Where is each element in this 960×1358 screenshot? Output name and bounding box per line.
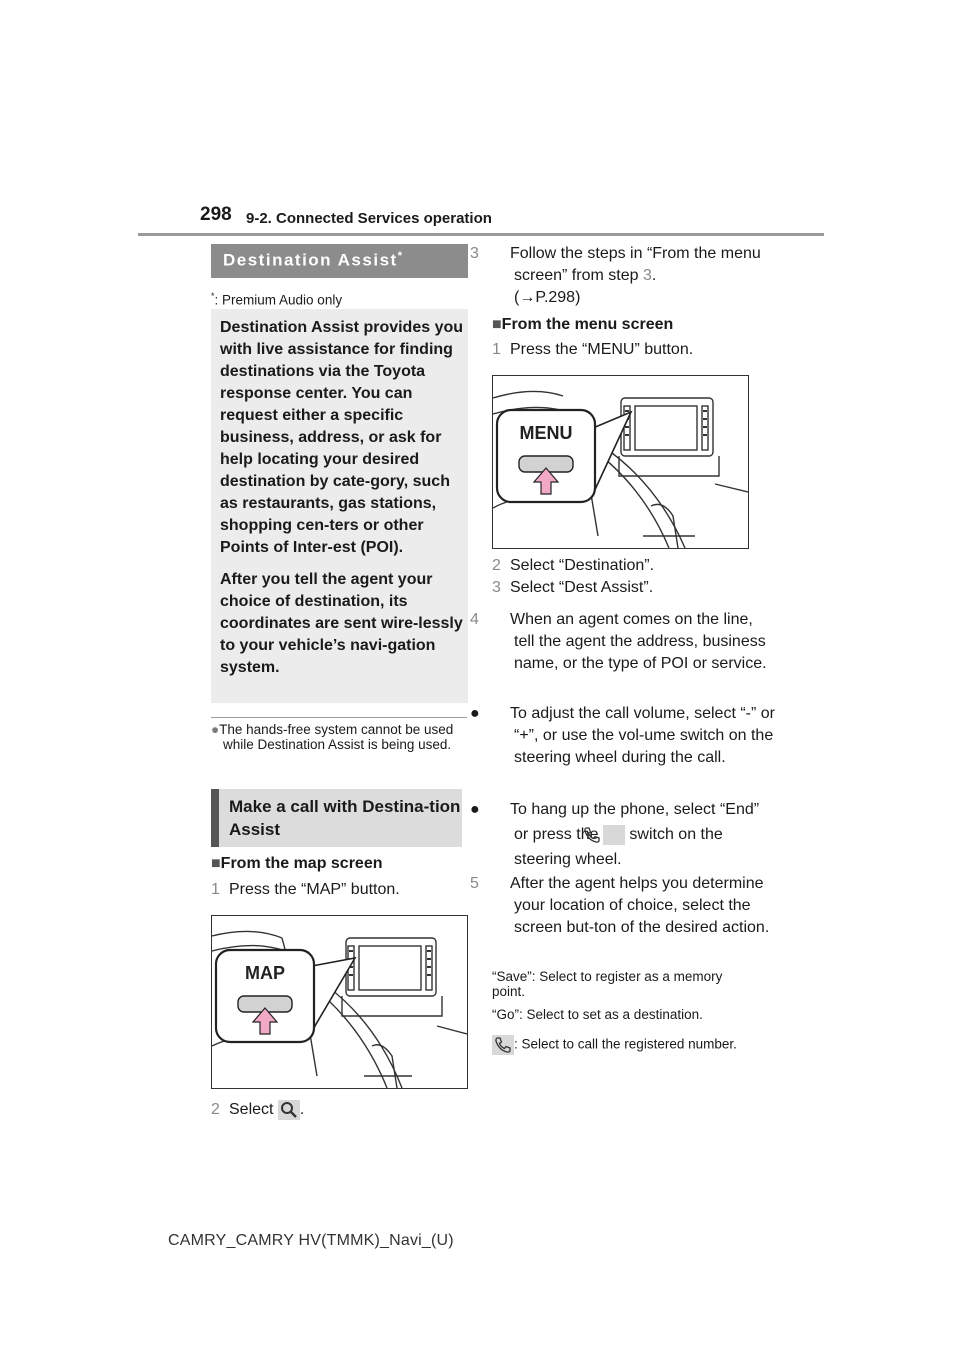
step-3-page-reference[interactable]: (→P.298) bbox=[514, 289, 581, 306]
map-dashboard-illustration bbox=[212, 916, 467, 1088]
step-text: Press the “MENU” button. bbox=[510, 341, 694, 358]
footnote bbox=[211, 291, 342, 308]
call-description bbox=[492, 1035, 754, 1055]
intro-paragraph-2: After you tell the agent your choice of destination, its coordinates are sent wire-lessly to your vehicle’s navi-gation system. bbox=[220, 571, 463, 676]
menu-heading bbox=[492, 316, 673, 334]
menu-button-figure bbox=[492, 375, 749, 549]
footnote-mark: * bbox=[211, 291, 215, 301]
step-3 bbox=[470, 243, 776, 287]
map-step-1 bbox=[211, 879, 400, 901]
step-number: 2 bbox=[492, 557, 501, 574]
header-rule bbox=[138, 233, 824, 236]
map-label: MAP bbox=[245, 963, 285, 983]
step-reference-number: 3 bbox=[642, 267, 652, 284]
bullet-text: To hang up the phone, select “End” or press the bbox=[510, 801, 760, 843]
map-button-figure bbox=[211, 915, 468, 1089]
step-text-end: . bbox=[651, 267, 657, 284]
step-number: 3 bbox=[492, 579, 501, 596]
map-heading-text: From the map screen bbox=[220, 855, 383, 872]
map-heading bbox=[211, 855, 383, 873]
menu-step-2 bbox=[492, 555, 654, 577]
phone-icon bbox=[603, 825, 625, 845]
phone-icon bbox=[492, 1035, 514, 1055]
bullet-text: To adjust the call volume, select “-” or “+”, or use the vol-ume switch on the steering wheel during the call. bbox=[510, 705, 775, 766]
step-number: 5 bbox=[470, 875, 479, 892]
step-number: 4 bbox=[470, 611, 479, 628]
footnote-text: : Premium Audio only bbox=[214, 292, 343, 308]
heading-square: ■ bbox=[211, 855, 221, 872]
step-text: Select “Destination”. bbox=[510, 557, 655, 574]
step-text: When an agent comes on the line, tell the agent the address, business name, or the type of POI or service. bbox=[510, 611, 767, 672]
menu-step-5 bbox=[470, 873, 776, 939]
menu-heading-text: From the menu screen bbox=[501, 316, 674, 333]
call-description-text: : Select to call the registered number. bbox=[514, 1036, 737, 1052]
go-description: “Go”: Select to set as a destination. bbox=[492, 1007, 703, 1022]
map-step-2 bbox=[211, 1099, 304, 1121]
bullet-mark: ● bbox=[470, 705, 480, 722]
note-text: The hands-free system cannot be used while Destination Assist is being used. bbox=[219, 722, 454, 752]
destination-assist-title bbox=[223, 250, 403, 271]
menu-step-1 bbox=[492, 339, 693, 361]
save-description: “Save”: Select to register as a memory point. bbox=[492, 969, 723, 999]
intro-paragraph-1: Destination Assist provides you with live assistance for finding destinations via the Toyota response center. You can request either a specific business, address, or ask for help locating your desired destination by cate-gory, such as restaurants, gas stations, shopping cen-ters or other Points of Inter-est (POI). bbox=[220, 319, 464, 556]
intro-box bbox=[211, 309, 468, 703]
step-text: Press the “MAP” button. bbox=[229, 881, 400, 898]
menu-dashboard-illustration bbox=[493, 376, 748, 548]
note bbox=[211, 722, 467, 752]
search-icon bbox=[278, 1100, 300, 1120]
title-mark: * bbox=[397, 250, 404, 262]
step-number: 3 bbox=[470, 245, 479, 262]
step-number: 1 bbox=[492, 341, 501, 358]
section-title: 9-2. Connected Services operation bbox=[246, 210, 492, 227]
step-text-end: . bbox=[299, 1101, 305, 1118]
make-call-title: Make a call with Destina-tion Assist bbox=[229, 797, 461, 839]
title-text: Destination Assist bbox=[223, 250, 398, 270]
document-code: CAMRY_CAMRY HV(TMMK)_Navi_(U) bbox=[168, 1232, 454, 1249]
menu-label: MENU bbox=[519, 423, 573, 443]
step-text: Select bbox=[229, 1101, 274, 1118]
menu-step-4 bbox=[470, 609, 776, 675]
menu-step-3 bbox=[492, 577, 653, 599]
destination-assist-title-bar bbox=[211, 244, 468, 278]
bullet-text-end: switch on the steering wheel. bbox=[514, 826, 723, 868]
heading-square: ■ bbox=[492, 316, 502, 333]
step-text: Select “Dest Assist”. bbox=[510, 579, 654, 596]
bullet-mark: ● bbox=[470, 801, 480, 818]
step-number: 1 bbox=[211, 881, 220, 898]
note-rule bbox=[211, 717, 467, 718]
page-number: 298 bbox=[200, 204, 232, 225]
bullet-volume bbox=[470, 703, 776, 769]
step-number: 2 bbox=[211, 1101, 220, 1118]
make-call-title-bar bbox=[211, 789, 462, 847]
intro-text bbox=[220, 317, 466, 689]
step-text: Follow the steps in “From the menu screen” from step bbox=[510, 245, 761, 284]
bullet-hang-up bbox=[470, 797, 776, 872]
note-bullet: ● bbox=[211, 722, 220, 737]
step-text: After the agent helps you determine your location of choice, select the screen but-ton of the desired action. bbox=[510, 875, 770, 936]
